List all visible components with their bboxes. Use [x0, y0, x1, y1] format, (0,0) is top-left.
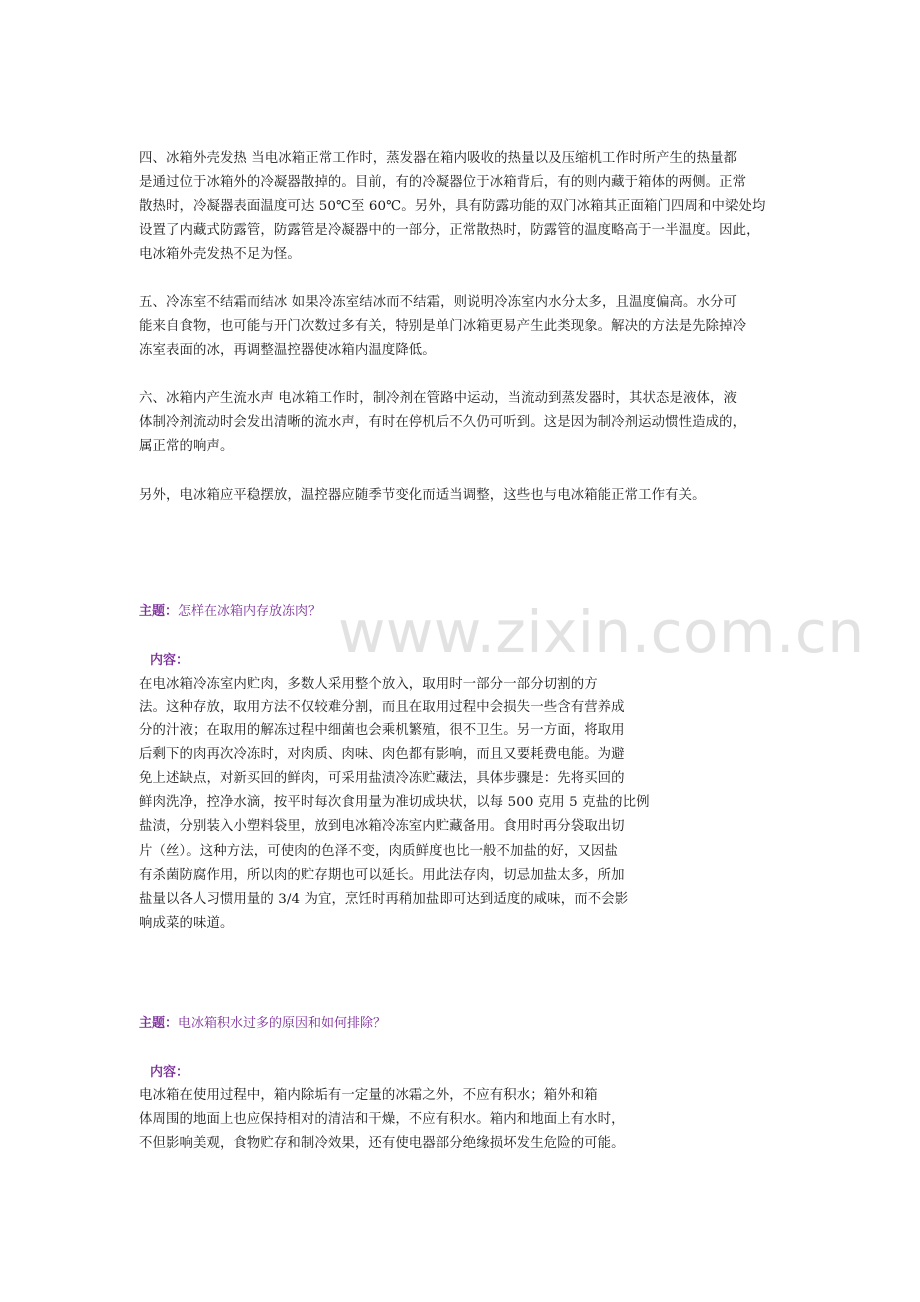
- paragraph-line: 冻室表面的冰，再调整温控器使冰箱内温度降低。: [139, 343, 436, 358]
- paragraph-line: 另外，电冰箱应平稳摆放，温控器应随季节变化而适当调整，这些也与电冰箱能正常工作有关。: [139, 488, 706, 503]
- paragraph-line: 法。这种存放，取用方法不仅较难分割，而且在取用过程中会损失一些含有营养成: [139, 700, 625, 715]
- paragraph-line: 片（丝）。这种方法，可使肉的色泽不变，肉质鲜度也比一般不加盐的好，又因盐: [139, 844, 618, 859]
- paragraph-line: 是通过位于冰箱外的冷凝器散掉的。目前，有的冷凝器位于冰箱背后，有的则内藏于箱体的两侧。正常: [139, 175, 747, 190]
- content-label: 内容：: [150, 653, 190, 668]
- topic-heading: [139, 1016, 386, 1032]
- topic-heading: [139, 604, 321, 620]
- paragraph-line: 不但影响美观，食物贮存和制冷效果，还有使电器部分绝缘损坏发生危险的可能。: [139, 1136, 625, 1151]
- paragraph-line: 盐渍，分别装入小塑料袋里，放到电冰箱冷冻室内贮藏备用。食用时再分袋取出切: [139, 819, 625, 834]
- topic-title: 怎样在冰箱内存放冻肉？: [178, 604, 322, 619]
- paragraph-line: 响成菜的味道。: [139, 916, 234, 931]
- topic-label: 主题：: [139, 1016, 179, 1031]
- content-label: 内容：: [150, 1065, 190, 1080]
- topic-title: 电冰箱积水过多的原因和如何排除？: [178, 1016, 387, 1031]
- paragraph-line: 电冰箱外壳发热不足为怪。: [139, 247, 301, 262]
- watermark: www.zixin.com.cn: [338, 598, 865, 666]
- topic-label: 主题：: [139, 604, 179, 619]
- paragraph-line: 四、冰箱外壳发热 当电冰箱正常工作时，蒸发器在箱内吸收的热量以及压缩机工作时所产生的热量都: [139, 151, 737, 166]
- paragraph-line: 能来自食物，也可能与开门次数过多有关，特别是单门冰箱更易产生此类现象。解决的方法是先除掉冷: [139, 319, 747, 334]
- paragraph-line: 分的汁液；在取用的解冻过程中细菌也会乘机繁殖，很不卫生。另一方面，将取用: [139, 723, 625, 738]
- paragraph-line: 设置了内藏式防露管，防露管是冷凝器中的一部分，正常散热时，防露管的温度略高于一半温度。因此，: [139, 223, 760, 238]
- paragraph-line: 免上述缺点，对新买回的鲜肉，可采用盐渍冷冻贮藏法，具体步骤是：先将买回的: [139, 771, 625, 786]
- paragraph-line: 电冰箱在使用过程中，箱内除垢有一定量的冰霜之外，不应有积水；箱外和箱: [139, 1088, 598, 1103]
- paragraph-line: 五、冷冻室不结霜而结冰 如果冷冻室结冰而不结霜，则说明冷冻室内水分太多，且温度偏高。水分可: [139, 295, 737, 310]
- paragraph-line: 有杀菌防腐作用，所以肉的贮存期也可以延长。用此法存肉，切忌加盐太多，所加: [139, 868, 625, 883]
- paragraph-line: 在电冰箱冷冻室内贮肉，多数人采用整个放入，取用时一部分一部分切割的方: [139, 677, 598, 692]
- paragraph-line: 体周围的地面上也应保持相对的清洁和干燥，不应有积水。箱内和地面上有水时，: [139, 1112, 625, 1127]
- paragraph-line: 盐量以各人习惯用量的 3/4 为宜，烹饪时再稍加盐即可达到适度的咸味，而不会影: [139, 892, 629, 907]
- paragraph-line: 鲜肉洗净，控净水滴，按平时每次食用量为准切成块状，以每 500 克用 5 克盐的比例: [139, 795, 650, 810]
- paragraph-line: 属正常的响声。: [139, 439, 234, 454]
- paragraph-line: 散热时，冷凝器表面温度可达 50℃至 60℃。另外，具有防露功能的双门冰箱其正面箱门四周和中梁处均: [139, 199, 766, 214]
- paragraph-line: 六、冰箱内产生流水声 电冰箱工作时，制冷剂在管路中运动，当流动到蒸发器时，其状态是液体，液: [139, 391, 737, 406]
- paragraph-line: 后剩下的肉再次冷冻时，对肉质、肉味、肉色都有影响，而且又要耗费电能。为避: [139, 747, 625, 762]
- paragraph-line: 体制冷剂流动时会发出清晰的流水声，有时在停机后不久仍可听到。这是因为制冷剂运动惯性造成的，: [139, 415, 747, 430]
